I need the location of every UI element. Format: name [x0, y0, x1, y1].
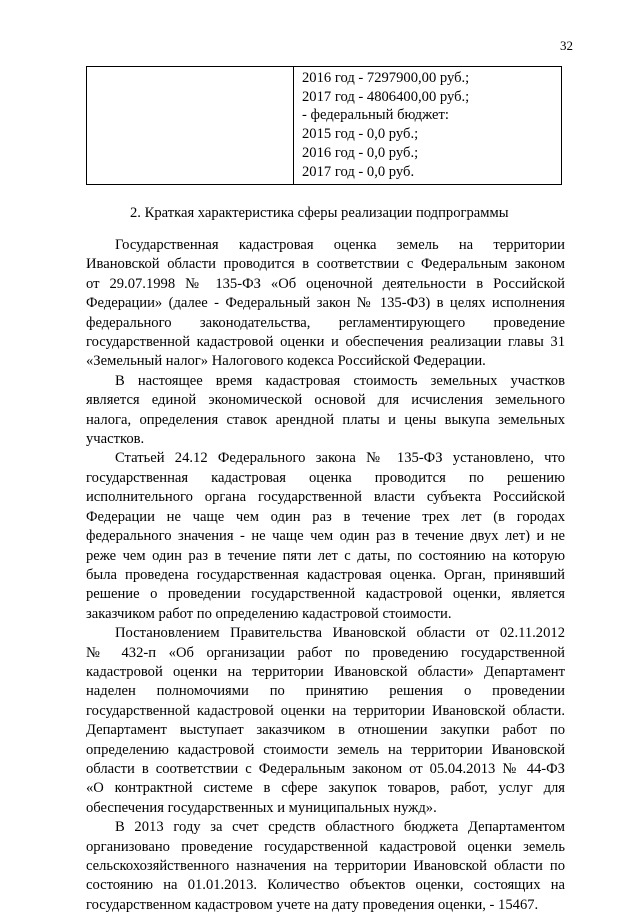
- paragraph-line: области в соответствии с Федеральным законом от 05.04.2013 № 44-ФЗ: [86, 760, 565, 777]
- paragraph-line: обеспечения государственных и муниципальных нужд».: [86, 799, 437, 816]
- paragraph-line: организовано проведение государственной кадастровой оценки земель: [86, 838, 565, 855]
- paragraph-line: состоянию на 01.01.2013. Количество объектов оценки, состоящих на: [86, 877, 565, 894]
- table-row: [87, 67, 562, 185]
- paragraph-line: заказчиком работ по определению кадастровой стоимости.: [86, 605, 452, 622]
- paragraph-line: реже чем один раз в течение пяти лет с даты, по состоянию на которую: [86, 547, 565, 564]
- paragraph-line: «О контрактной системе в сфере закупок товаров, работ, услуг для: [86, 780, 565, 797]
- funding-line: 2017 год - 4806400,00 руб.;: [302, 88, 470, 105]
- paragraph-line: сельскохозяйственного назначения на территории Ивановской области по: [86, 858, 565, 874]
- funding-line: - федеральный бюджет:: [302, 107, 449, 124]
- paragraph-line: «Земельный налог» Налогового кодекса Российской Федерации.: [86, 353, 486, 370]
- paragraph-line: Постановлением Правительства Ивановской области от 02.11.2012: [115, 625, 565, 642]
- paragraph-line: Департамент выступает заказчиком в отношении закупки работ по: [86, 722, 565, 739]
- paragraph: [86, 236, 565, 372]
- paragraph-line: от 29.07.1998 № 135-ФЗ «Об оценочной деятельности в Российской: [86, 275, 565, 292]
- table-cell-empty: [87, 67, 294, 185]
- paragraph-line: Государственная кадастровая оценка земель на территории: [115, 237, 565, 253]
- paragraph-line: решение о проведении государственной кадастровой оценки, является: [86, 586, 565, 603]
- paragraph: [86, 818, 565, 915]
- paragraph-line: государственной кадастровой оценки на территории Ивановской области.: [86, 702, 565, 719]
- section-title: 2. Краткая характеристика сферы реализации подпрограммы: [130, 205, 509, 221]
- funding-line: 2016 год - 7297900,00 руб.;: [302, 70, 470, 86]
- paragraph-line: Статьей 24.12 Федерального закона № 135-ФЗ установлено, что: [115, 450, 565, 467]
- paragraph-line: наделен полномочиями по принятию решения о проведении: [86, 683, 565, 700]
- paragraph: [86, 449, 565, 624]
- paragraph-line: является единой экономической основой для исчисления земельного: [86, 392, 565, 409]
- paragraph-line: исполнительного органа государственной власти субъекта Российской: [86, 489, 565, 506]
- paragraph-line: определению кадастровой стоимости земель на территории Ивановской: [86, 741, 565, 758]
- body-text: [86, 236, 565, 915]
- paragraph-line: налога, определения ставок арендной платы и цены выкупа земельных: [86, 411, 565, 428]
- paragraph-line: кадастровой оценки на территории Ивановской области» Департамент: [86, 663, 565, 680]
- paragraph-line: федерального законодательства, регламентирующего проведение: [86, 314, 565, 331]
- table-cell-funding: [294, 67, 562, 185]
- paragraph-line: была проведена государственная кадастровая оценка. Орган, принявший: [86, 566, 565, 583]
- funding-table: [86, 66, 562, 185]
- paragraph-line: В настоящее время кадастровая стоимость земельных участков: [115, 372, 565, 389]
- paragraph-line: Ивановской области проводится в соответствии с Федеральным законом: [86, 256, 565, 273]
- paragraph: [86, 372, 565, 450]
- funding-line: 2015 год - 0,0 руб.;: [302, 126, 419, 143]
- paragraph-line: федерального значения - не чаще чем один раз в течение двух лет) и не: [86, 528, 565, 545]
- paragraph-line: № 432-п «Об организации работ по проведению государственной: [86, 644, 565, 661]
- paragraph-line: В 2013 году за счет средств областного бюджета Департаментом: [115, 819, 565, 836]
- paragraph-line: Федерации» (далее - Федеральный закон № 135-ФЗ) в целях исполнения: [86, 295, 565, 312]
- funding-line: 2016 год - 0,0 руб.;: [302, 144, 419, 161]
- paragraph: [86, 624, 565, 818]
- paragraph-line: участков.: [86, 431, 145, 448]
- paragraph-line: государственная кадастровая оценка проводится по решению: [86, 469, 565, 486]
- paragraph-line: Федерации не чаще чем один раз в течение трех лет (в городах: [86, 508, 565, 525]
- paragraph-line: государственном кадастровом учете на дату проведения оценки, - 15467.: [86, 896, 539, 913]
- page-number: 32: [560, 38, 573, 53]
- funding-line: 2017 год - 0,0 руб.: [302, 163, 415, 180]
- paragraph-line: государственной кадастровой оценки и обеспечения реализации главы 31: [86, 334, 565, 351]
